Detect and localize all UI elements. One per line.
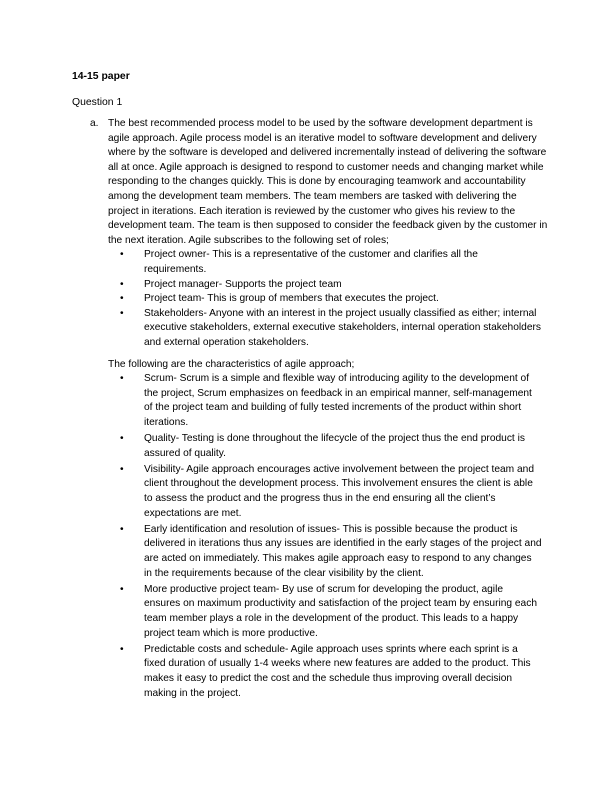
characteristic-text: Quality- Testing is done throughout the lifecycle of the project thus the end product is assured of quality. [144,433,525,459]
role-text: Project owner- This is a representative of the customer and clarifies all the requirements. [144,249,478,275]
bullet-icon: • [120,643,124,655]
characteristic-text: Visibility- Agile approach encourages active involvement between the project team and client throughout the development process. This involvement ensures the client is able to assess the product and the progress thus in the end ensuring all the client’s expectations are met. [144,463,534,519]
characteristic-text: Scrum- Scrum is a simple and flexible way of introducing agility to the development of the project, Scrum emphasizes on feedback in an empirical manner, self-management of the project team and building of fully tested increments of the product within short iterations. [144,373,532,428]
intro-paragraph: The best recommended process model to be used by the software development department is agile approach. Agile process model is an iterative model to software development and delivery where by the software is developed and delivered incrementally instead of delivering the software all at once. Agile approach is designed to respond to customer needs and changing market while responding to the changes quickly. This is done by encouraging teamwork and accountability among the development team members. The team members are tasked with delivering the project in iterations. Each iteration is reviewed by the customer who gives his review to the development team. The team is then supposed to consider the feedback given by the customer in the next iteration. Agile subscribes to the following set of roles; [108,118,548,246]
bullet-icon: • [120,463,124,475]
bullet-icon: • [120,249,124,261]
characteristic-text: Predictable costs and schedule- Agile approach uses sprints where each sprint is a fixed duration of usually 1-4 weeks where new features are added to the product. This makes it easy to predict the cost and the schedule thus improving overall decision making in the project. [144,643,531,699]
bullet-icon: • [120,523,124,535]
characteristics-intro: The following are the characteristics of agile approach; [108,358,355,370]
role-text: Project manager- Supports the project team [144,278,342,290]
paper-title: 14-15 paper [72,71,130,82]
bullet-icon: • [120,307,124,319]
list-item [120,523,542,581]
bullet-icon: • [120,373,124,385]
list-item [120,432,542,461]
characteristics-list [120,372,550,701]
list-item [120,292,542,307]
bullet-icon: • [120,433,124,445]
bullet-icon: • [120,278,124,290]
role-text: Stakeholders- Anyone with an interest in the project usually classified as either; internal executive stakeholders, external executive stakeholders, internal operation stakeholders and external operation stakeholders. [144,307,541,348]
list-item [120,278,542,293]
characteristic-text: Early identification and resolution of issues- This is possible because the product is delivered in iterations thus any issues are identified in the early stages of the project and are acted on immediately. This makes agile approach easy to respond to any changes in the requirements because of the clear visibility by the client. [144,523,542,579]
roles-list [120,248,550,350]
list-item [120,583,542,641]
part-label: a. [90,118,99,129]
bullet-icon: • [120,293,124,305]
list-item [120,372,542,430]
list-item [120,248,542,277]
list-item [120,643,542,701]
list-item [120,463,542,521]
question-heading: Question 1 [72,97,123,108]
characteristic-text: More productive project team- By use of scrum for developing the product, agile ensures on maximum productivity and satisfaction of the project team by ensuring each team member plays a role in the development of the product. This leads to a happy project team which is more productive. [144,583,537,639]
role-text: Project team- This is group of members that executes the project. [144,293,439,305]
bullet-icon: • [120,583,124,595]
answer-part-a [90,117,550,703]
list-item [120,307,542,351]
